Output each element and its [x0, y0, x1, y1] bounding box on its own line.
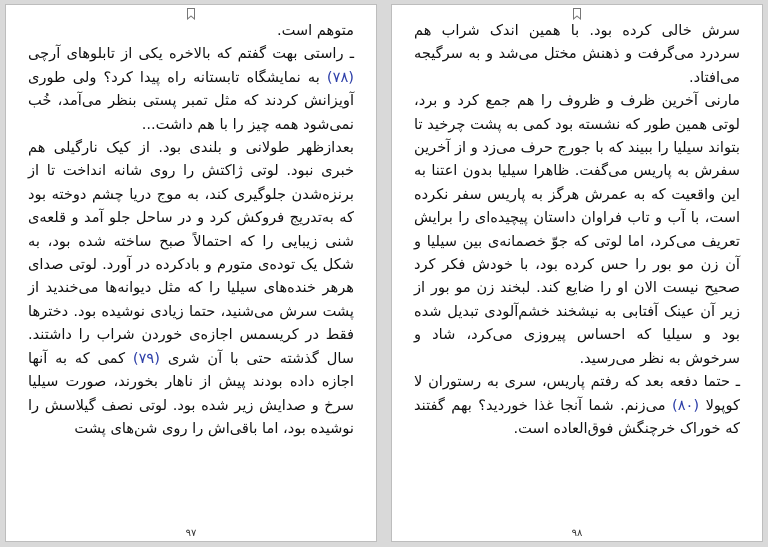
paragraph: ـ حتما دفعه بعد که رفتم پاریس، سری به رستوران لا کوپولا (۸۰) می‌زنم. شما آنجا غذا خوردید؟ بهم گفتند که خوراک خرچنگش فوق‌العاده است.	[414, 373, 740, 437]
paragraph: متوهم است.	[276, 22, 354, 39]
bookmark-icon[interactable]	[187, 5, 195, 17]
paragraph: سرش خالی کرده بود. با همین اندک شراب هم سردرد می‌گرفت و ذهنش مختل می‌شد و به سرگیجه می‌افتاد.	[414, 22, 740, 86]
page-number: ۹۷	[185, 528, 197, 539]
left-page	[6, 5, 376, 541]
footnote-reference[interactable]: (۷۸)	[326, 68, 354, 86]
right-page	[392, 5, 762, 541]
paragraph: مارنی آخرین ظرف و ظروف را هم جمع کرد و برد، لوتی همین طور که نشسته بود کمی به پشت چرخید تا بتواند سیلیا را ببیند که با جورج حرف می‌زد و از آخرین سفرش به پاریس می‌گفت. ظاهرا سیلیا بدون اعتنا به این واقعیت که به عمرش هرگز به پاریس سفر نکرده است، با آب و تاب فراوان داستان پیچیده‌ای را برایش تعریف می‌کرد، اما لوتی که جوّ خصمانه‌ی بین سیلیا و آن زن مو بور را حس کرده بود، با خودش فکر کرد صحیح نیست الان او را ضایع کند. لبخند زن مو بور از زیر آن عینک آفتابی به نیشخند خشم‌آلودی تبدیل شده بود و سیلیا که احساس پیروزی می‌کرد، شاد و سرخوش به نظر می‌رسید.	[414, 92, 740, 367]
footnote-reference[interactable]: (۸۰)	[672, 396, 700, 414]
page-body	[414, 19, 740, 440]
paragraph: ـ راستی بهت گفتم که بالاخره یکی از تابلوهای آرچی (۷۸) به نمایشگاه تابستانه راه پیدا کرد؟ ولی طوری آویزانش کردند که مثل تمبر پستی بنظر می‌آمد، خُب نمی‌شود همه چیز را با هم داشت...	[28, 45, 354, 133]
bookmark-icon[interactable]	[573, 5, 581, 17]
paragraph: بعدازظهر طولانی و بلندی بود. از کیک نارگیلی هم خبری نبود. لوتی ژاکتش را روی شانه انداخت تا از برنزه‌شدن جلوگیری کند، به موج دریا چشم دوخته بود که به‌تدریج فروکش کرد و در ساحل جلو آمد و قلعه‌ی شنی زیبایی را که احتمالاً صبح ساخته شده بود، به شکل یک توده‌ی متورم و بادکرده در آورد. لوتی صدای هرهر خنده‌های سیلیا را که مثل دیوانه‌ها می‌خندید از پشت سرش می‌شنید، حتما زیادی نوشیده بود. دخترها فقط در کریسمس اجازه‌ی خوردن شراب را داشتند. سال گذشته حتی با آن شری (۷۹) کمی که به آنها اجازه داده بودند پیش از ناهار بخورند، صورت سیلیا سرخ و صدایش زیر شده بود. لوتی نصف گیلاسش را نوشیده بود، اما باقی‌اش را روی شن‌های پشت	[28, 139, 354, 437]
page-body	[28, 19, 354, 440]
footnote-reference[interactable]: (۷۹)	[132, 349, 160, 367]
page-number: ۹۸	[571, 528, 583, 539]
